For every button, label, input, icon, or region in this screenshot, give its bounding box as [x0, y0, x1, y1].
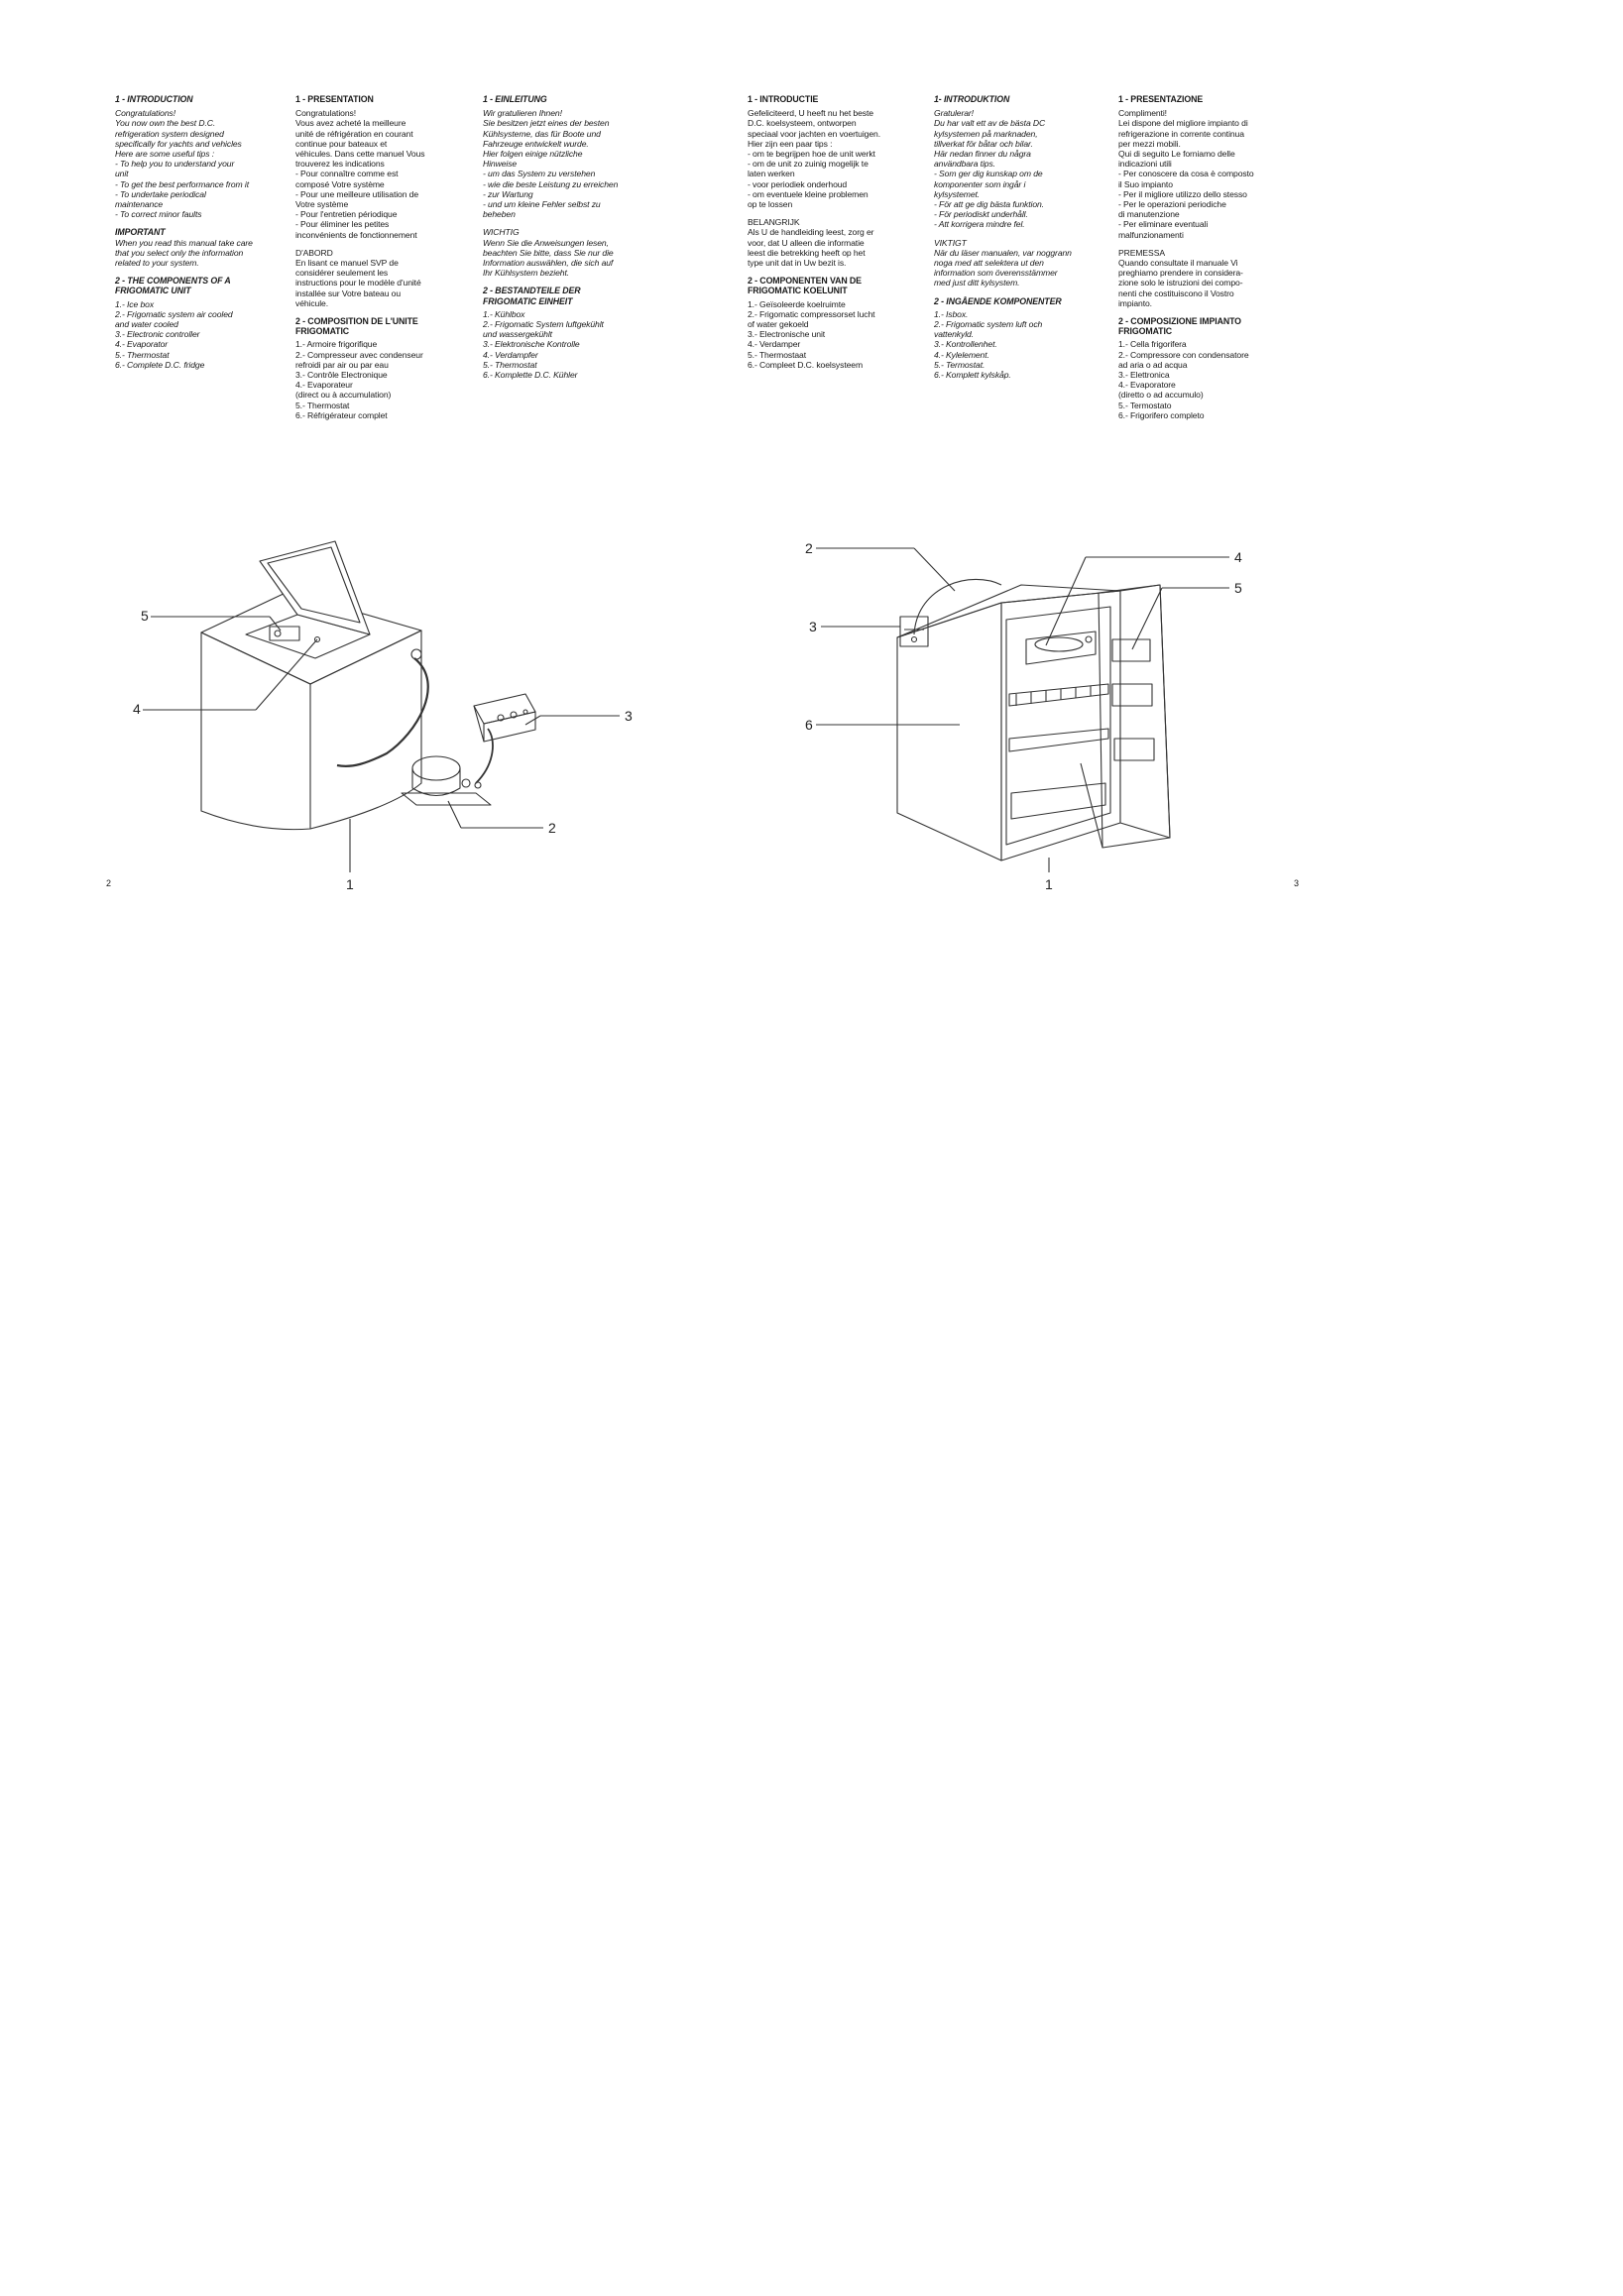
important-text: Als U de handleiding leest, zorg er voor, dat U alleen die informatie leest die betrekking heeft op het type unit dat in Uw bezit is.	[748, 227, 874, 269]
list-item: 6.- Komplette D.C. Kühler	[483, 370, 578, 381]
list-item: 5.- Termostat.	[934, 359, 985, 370]
list-item: 3.- Electronic controller	[115, 329, 200, 340]
intro-text: Gratulerar! Du har valt ett av de bästa DC kylsystemen på marknaden, tillverkat för båtar och bilar. Här nedan finner du några användbara tips. - Som ger dig kunskap om de komponenter som ingår i kylsystemet. - För att ge dig bästa funktion. - För periodiskt underhåll. - Att korrigera mindre fel.	[934, 108, 1046, 230]
list-item: 3.- Contrôle Electronique	[295, 370, 388, 381]
list-item: 3.- Elettronica	[1118, 370, 1170, 381]
list-item: 2.- Compressore con condensatore ad aria o ad acqua	[1118, 349, 1249, 370]
icebox-drawing	[201, 541, 428, 830]
list-item: 2.- Frigomatic System luftgekühlt und wassergekühlt	[483, 319, 604, 340]
important-text: Quando consultate il manuale Vi preghiamo prendere in considera- zione solo le istruzioni dei compo- nenti che costituiscono il Vostro impianto.	[1118, 258, 1243, 308]
heading-introduction: 1 - PRESENTATION	[295, 94, 374, 104]
fridge-drawing	[897, 579, 1170, 861]
list-item: 4.- Kylelement.	[934, 349, 989, 360]
heading-introduction: 1- INTRODUKTION	[934, 94, 1010, 104]
intro-text: Wir gratulieren Ihnen! Sie besitzen jetzt eines der besten Kühlsysteme, das für Boote und Fahrzeuge entwickelt wurde. Hier folgen einige nützliche Hinweise - um das System zu verstehen - wie die beste Leistung zu erreichen - zur Wartung - und um kleine Fehler selbst zu beheben	[483, 108, 619, 220]
list-item: 6.- Complete D.C. fridge	[115, 359, 205, 370]
callout-3-right: 3	[809, 619, 817, 634]
list-item: 5.- Thermostat	[295, 400, 350, 410]
intro-text: Gefeliciteerd, U heeft nu het beste D.C. koelsysteem, ontworpen speciaal voor jachten en voertuigen. Hier zijn een paar tips : - om te begrijpen hoe de unit werkt - om de unit zo zuinig mogelijk te laten werken - voor periodiek onderhoud - om eventuele kleine problemen op te lossen	[748, 108, 880, 210]
list-item: 2.- Frigomatic compressorset lucht of water gekoeld	[748, 308, 875, 330]
heading-introduction: 1 - INTRODUCTIE	[748, 94, 819, 104]
intro-text: Congratulations! Vous avez acheté la meilleure unité de réfrigération en courant continue pour bateaux et véhicules. Dans cette manuel Vous trouverez les indications - Pour connaître comme est composé Votre système - Pour une meilleure utilisation de Votre système - Pour l'entretien périodique - Pour éliminer les petites inconvénients de fonctionnement	[295, 108, 425, 240]
heading-components: 2 - INGÅENDE KOMPONENTER	[934, 295, 1062, 306]
heading-components: 2 - BESTANDTEILE DER FRIGOMATIC EINHEIT	[483, 286, 581, 306]
callout-5-right: 5	[1234, 580, 1242, 596]
heading-important: VIKTIGT	[934, 237, 967, 248]
list-item: 4.- Verdampfer	[483, 349, 538, 360]
list-item: 1.- Kühlbox	[483, 308, 525, 319]
list-item: 5.- Thermostat	[115, 349, 170, 360]
page-number-right: 3	[1294, 878, 1300, 888]
compressor-drawing	[402, 729, 493, 805]
list-item: 4.- Evaporator	[115, 339, 169, 350]
callout-2-left: 2	[548, 820, 556, 836]
callout-1-right: 1	[1045, 876, 1053, 892]
heading-important: WICHTIG	[483, 227, 520, 238]
controller-drawing	[474, 694, 535, 742]
list-item: 2.- Frigomatic system luft och vattenkyld.	[934, 319, 1043, 340]
list-item: 1.- Ice box	[115, 298, 155, 309]
heading-important: PREMESSA	[1118, 247, 1165, 258]
list-item: 1.- Armoire frigorifique	[295, 339, 378, 350]
callout-6-right: 6	[805, 717, 813, 733]
list-item: 1.- Geïsoleerde koelruimte	[748, 298, 846, 309]
intro-text: Congratulations! You now own the best D.C. refrigeration system designed specifically for yachts and vehicles Here are some useful tips : - To help you to understand your unit - To get the best performance from it - To undertake periodical maintenance - To correct minor faults	[115, 108, 249, 220]
list-item: 4.- Verdamper	[748, 339, 801, 350]
heading-components: 2 - COMPOSITION DE L'UNITE FRIGOMATIC	[295, 316, 418, 337]
callout-1-left: 1	[346, 876, 354, 892]
callout-3-left: 3	[625, 708, 633, 724]
list-item: 6.- Réfrigérateur complet	[295, 409, 388, 420]
important-text: En lisant ce manuel SVP de considérer seulement les instructions pour le modèle d'unité installée sur Votre bateau ou véhicule.	[295, 258, 421, 308]
list-item: 2.- Compresseur avec condenseur refroidi par air ou par eau	[295, 349, 423, 370]
list-item: 3.- Kontrollenhet.	[934, 339, 997, 350]
heading-introduction: 1 - EINLEITUNG	[483, 94, 547, 104]
list-item: 2.- Frigomatic system air cooled and water cooled	[115, 308, 233, 330]
heading-important: BELANGRIJK	[748, 217, 800, 228]
heading-introduction: 1 - INTRODUCTION	[115, 94, 193, 104]
list-item: 5.- Thermostat	[483, 359, 537, 370]
important-text: When you read this manual take care that you select only the information related to your system.	[115, 237, 253, 269]
list-item: 1.- Cella frigorifera	[1118, 339, 1187, 350]
callout-5-left: 5	[141, 608, 149, 624]
list-item: 5.- Termostato	[1118, 400, 1172, 410]
page-number-left: 2	[106, 878, 112, 888]
list-item: 1.- Isbox.	[934, 308, 969, 319]
list-item: 4.- Evaporatore (diretto o ad accumulo)	[1118, 380, 1204, 401]
callout-4-right: 4	[1234, 549, 1242, 565]
heading-important: IMPORTANT	[115, 227, 166, 238]
list-item: 6.- Komplett kylskåp.	[934, 370, 1011, 381]
heading-components: 2 - COMPOSIZIONE IMPIANTO FRIGOMATIC	[1118, 316, 1241, 337]
list-item: 3.- Electronische unit	[748, 329, 826, 340]
heading-components: 2 - THE COMPONENTS OF A FRIGOMATIC UNIT	[115, 276, 231, 296]
important-text: Wenn Sie die Anweisungen lesen, beachten Sie bitte, dass Sie nur die Information auswählen, die sich auf Ihr Kühlsystem bezieht.	[483, 237, 614, 279]
intro-text: Complimenti! Lei dispone del migliore impianto di refrigerazione in corrente continua per mezzi mobili. Qui di seguito Le forniamo delle indicazioni utili - Per conoscere da cosa è composto il Suo impianto - Per il migliore utilizzo dello stesso - Per le operazioni periodiche di manutenzione - Per eliminare eventuali malfunzionamenti	[1118, 108, 1254, 240]
heading-introduction: 1 - PRESENTAZIONE	[1118, 94, 1204, 104]
list-item: 6.- Compleet D.C. koelsysteem	[748, 359, 864, 370]
list-item: 6.- Frigorifero completo	[1118, 409, 1205, 420]
list-item: 4.- Evaporateur (direct ou à accumulation)	[295, 380, 392, 401]
callout-2-right: 2	[805, 540, 813, 556]
heading-components: 2 - COMPONENTEN VAN DE FRIGOMATIC KOELUNIT	[748, 276, 862, 296]
important-text: När du läser manualen, var noggrann noga med att selektera ut den information som överensstämmer med just ditt kylsystem.	[934, 247, 1072, 288]
list-item: 3.- Elektronische Kontrolle	[483, 339, 580, 350]
heading-important: D'ABORD	[295, 247, 333, 258]
list-item: 5.- Thermostaat	[748, 349, 807, 360]
callout-4-left: 4	[133, 701, 141, 717]
